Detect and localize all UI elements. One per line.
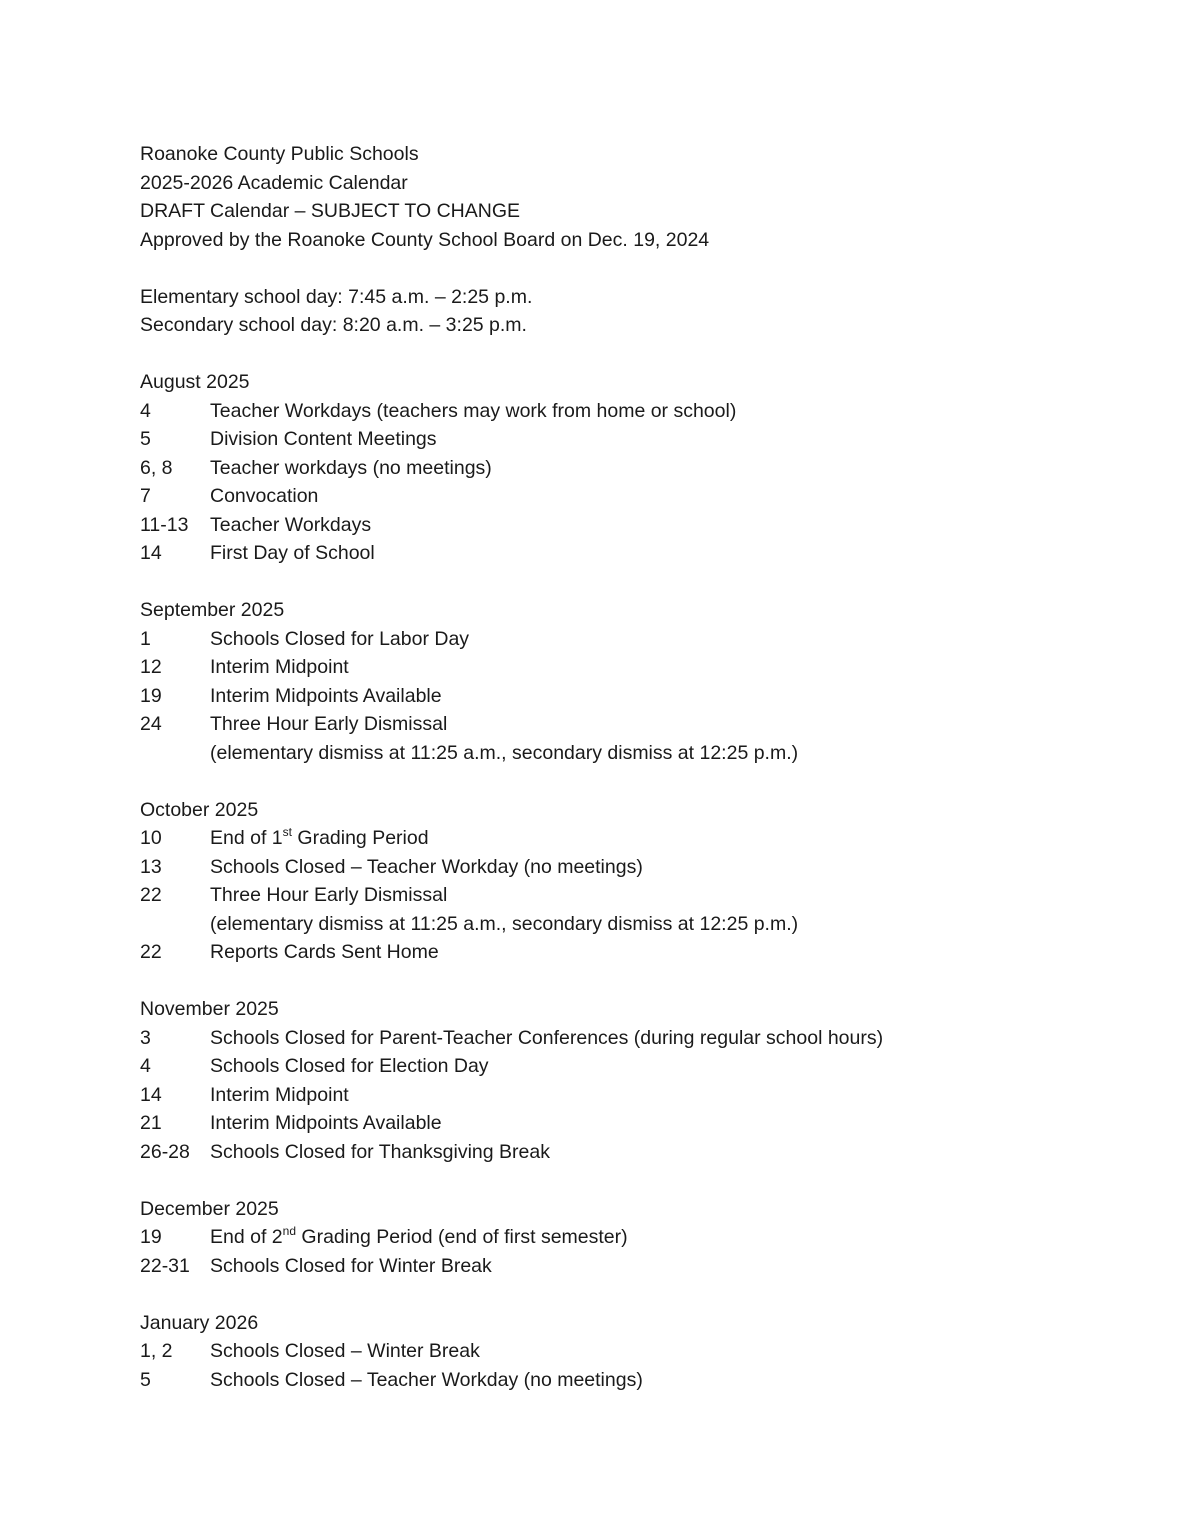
event-row [140, 539, 1120, 568]
event-date: 12 [140, 656, 162, 678]
event-description-end: Grading Period [291, 827, 429, 849]
event-date: 22-31 [140, 1254, 190, 1277]
event-row [140, 824, 1120, 853]
event-description: Reports Cards Sent Home [210, 941, 439, 963]
event-note: (elementary dismiss at 11:25 a.m., secondary dismiss at 12:25 p.m.) [210, 741, 799, 764]
event-description: Schools Closed – Teacher Workday (no meetings) [210, 1368, 643, 1391]
event-description: Convocation [210, 485, 319, 507]
event-row [140, 511, 1120, 540]
event-description [210, 1223, 1120, 1252]
event-date: 5 [140, 428, 151, 450]
event-note: (elementary dismiss at 11:25 a.m., secondary dismiss at 12:25 p.m.) [210, 912, 799, 935]
event-date: 4 [140, 1055, 151, 1077]
event-row [140, 1223, 1120, 1252]
event-row [140, 1366, 1120, 1395]
event-description: Schools Closed for Thanksgiving Break [210, 1140, 550, 1163]
month-heading: October 2025 [140, 798, 259, 821]
ordinal-suffix: nd [282, 1223, 296, 1238]
event-description: Schools Closed for Election Day [210, 1055, 489, 1077]
org-name: Roanoke County Public Schools [140, 143, 419, 165]
event-date: 4 [140, 399, 151, 422]
event-date: 22 [140, 884, 162, 906]
event-date: 5 [140, 1368, 151, 1391]
event-row [140, 1109, 1120, 1138]
draft-notice: DRAFT Calendar – SUBJECT TO CHANGE [140, 200, 521, 222]
event-description [210, 824, 1120, 853]
event-description: Schools Closed – Teacher Workday (no meetings) [210, 855, 643, 878]
event-description-start: End of 2 [210, 1226, 283, 1248]
event-date: 14 [140, 542, 162, 564]
event-description-end: Grading Period (end of first semester) [296, 1226, 628, 1248]
event-description-start: End of 1 [210, 827, 283, 849]
event-date: 19 [140, 1226, 162, 1248]
event-row [140, 1052, 1120, 1081]
event-row [140, 482, 1120, 511]
elementary-hours: Elementary school day: 7:45 a.m. – 2:25 p.m. [140, 285, 533, 308]
event-description: Interim Midpoints Available [210, 684, 442, 707]
event-description: Schools Closed for Labor Day [210, 627, 470, 650]
event-description: Interim Midpoint [210, 656, 349, 678]
event-row [140, 853, 1120, 882]
event-date: 7 [140, 485, 151, 507]
event-date: 1 [140, 627, 151, 650]
event-row [140, 425, 1120, 454]
event-description: Schools Closed – Winter Break [210, 1340, 480, 1362]
event-description: Teacher workdays (no meetings) [210, 456, 492, 479]
calendar-title: 2025-2026 Academic Calendar [140, 171, 408, 194]
event-date: 3 [140, 1026, 151, 1049]
event-row [140, 454, 1120, 483]
approval-note: Approved by the Roanoke County School Board on Dec. 19, 2024 [140, 228, 710, 251]
event-description: Division Content Meetings [210, 428, 437, 450]
event-description: Interim Midpoints Available [210, 1112, 442, 1134]
event-row [140, 397, 1120, 426]
event-row [140, 1024, 1120, 1053]
event-date: 6, 8 [140, 456, 173, 479]
calendar-document [140, 140, 1120, 1394]
event-date: 19 [140, 684, 162, 707]
event-row [140, 1081, 1120, 1110]
event-date: 14 [140, 1083, 162, 1106]
secondary-hours: Secondary school day: 8:20 a.m. – 3:25 p.m. [140, 314, 527, 336]
month-heading: December 2025 [140, 1197, 279, 1220]
event-date: 13 [140, 855, 162, 878]
event-description: First Day of School [210, 542, 375, 564]
event-row [140, 710, 1120, 739]
event-date: 1, 2 [140, 1340, 173, 1362]
event-row [140, 625, 1120, 654]
event-date: 22 [140, 941, 162, 963]
month-heading: August 2025 [140, 371, 250, 393]
months-list [140, 368, 1120, 1394]
event-row [140, 653, 1120, 682]
month-heading: January 2026 [140, 1311, 259, 1334]
month-heading: September 2025 [140, 599, 285, 621]
event-row [140, 938, 1120, 967]
event-description: Teacher Workdays (teachers may work from home or school) [210, 399, 737, 422]
event-description: Three Hour Early Dismissal [210, 884, 448, 906]
event-row [140, 682, 1120, 711]
event-description: Schools Closed for Winter Break [210, 1254, 492, 1277]
event-description: Interim Midpoint [210, 1083, 349, 1106]
event-row [140, 1138, 1120, 1167]
event-date: 26-28 [140, 1140, 190, 1163]
month-heading: November 2025 [140, 998, 279, 1020]
event-date: 24 [140, 713, 162, 735]
event-date: 21 [140, 1112, 162, 1134]
event-row [140, 1337, 1120, 1366]
event-row [140, 881, 1120, 910]
event-date: 10 [140, 827, 162, 849]
event-date: 11-13 [140, 513, 189, 536]
event-description: Schools Closed for Parent-Teacher Conferences (during regular school hours) [210, 1026, 884, 1049]
event-description: Three Hour Early Dismissal [210, 713, 448, 735]
event-description: Teacher Workdays [210, 513, 372, 536]
ordinal-suffix: st [282, 824, 292, 839]
event-row [140, 1252, 1120, 1281]
